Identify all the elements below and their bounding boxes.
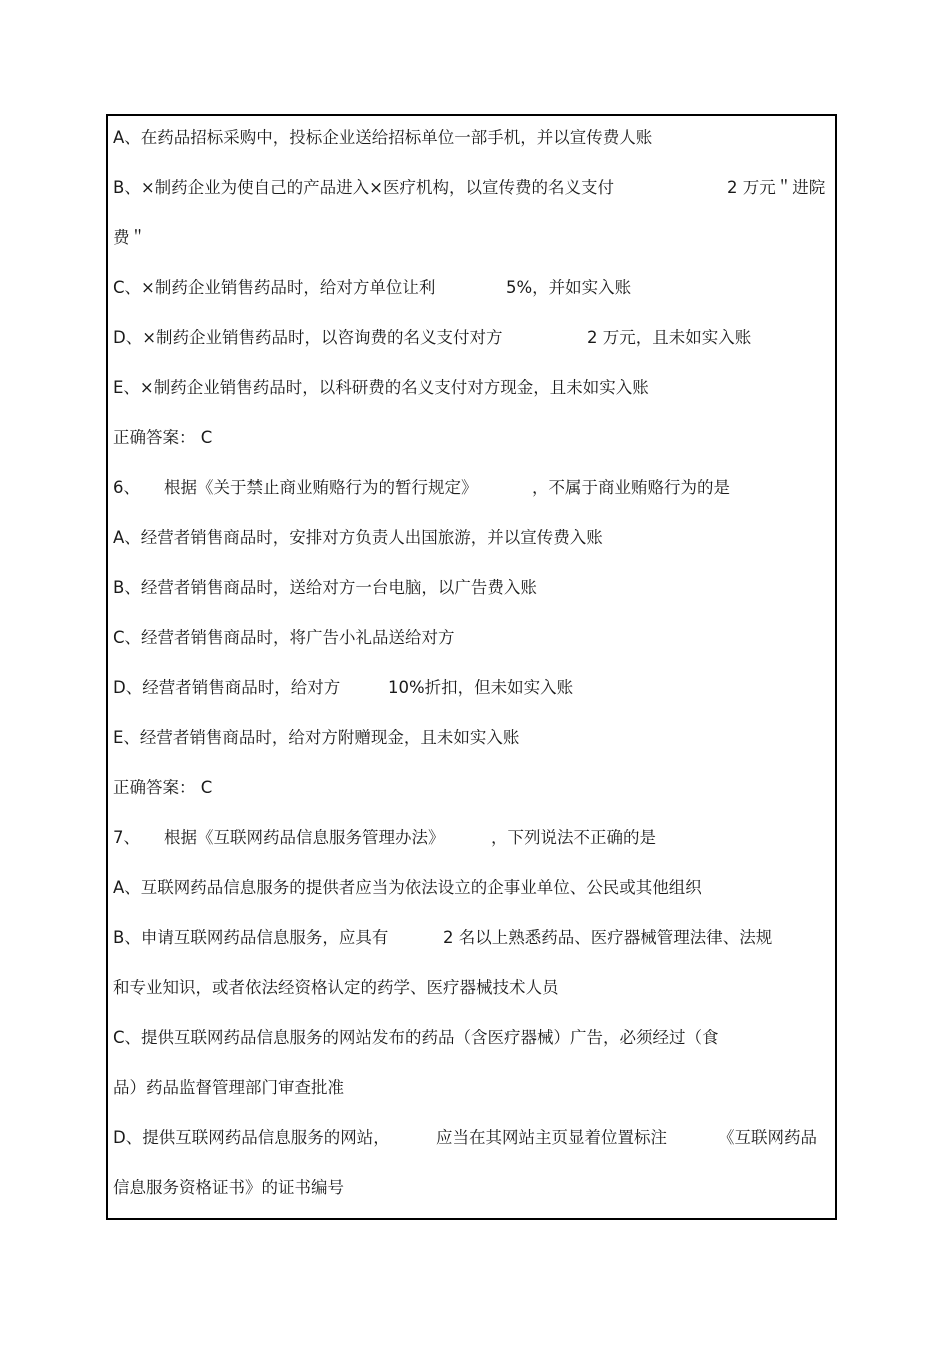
- q6-stem: 根据《关于禁止商业贿赂行为的暂行规定》: [164, 478, 478, 497]
- q6-answer: 正确答案： C: [113, 778, 213, 797]
- q7-option-d-cert: 《互联网药品: [718, 1128, 817, 1147]
- q7-option-c-line2: 品）药品监督管理部门审查批准: [113, 1078, 344, 1097]
- q7-option-c: C、提供互联网药品信息服务的网站发布的药品（含医疗器械）广告，必须经过（食: [113, 1028, 719, 1047]
- q5-option-c-rate: 5%，并如实入账: [506, 278, 632, 297]
- q7-option-d: D、提供互联网药品信息服务的网站，: [113, 1128, 390, 1147]
- q7-option-b: B、申请互联网药品信息服务，应具有: [113, 928, 389, 947]
- q5-option-c: C、×制药企业销售药品时，给对方单位让利: [113, 278, 436, 297]
- q6-option-d-rate: 10%折扣，但未如实入账: [388, 678, 574, 697]
- q6-number: 6、: [113, 478, 140, 497]
- q7-stem: 根据《互联网药品信息服务管理办法》: [164, 828, 445, 847]
- q6-stem-cont: ，不属于商业贿赂行为的是: [532, 478, 730, 497]
- q5-option-b: B、×制药企业为使自己的产品进入×医疗机构，以宣传费的名义支付: [113, 178, 614, 197]
- q5-option-e: E、×制药企业销售药品时，以科研费的名义支付对方现金，且未如实入账: [113, 378, 649, 397]
- q6-option-e: E、经营者销售商品时，给对方附赠现金，且未如实入账: [113, 728, 520, 747]
- q5-option-b-cont: 费＂: [113, 228, 146, 247]
- q5-option-a: A、在药品招标采购中，投标企业送给招标单位一部手机，并以宣传费人账: [113, 128, 653, 147]
- q7-option-b-line2: 和专业知识，或者依法经资格认定的药学、医疗器械技术人员: [113, 978, 559, 997]
- q5-option-d-amount: 2 万元，且未如实入账: [587, 328, 752, 347]
- q6-option-c: C、经营者销售商品时，将广告小礼品送给对方: [113, 628, 455, 647]
- q7-option-b-cont: 2 名以上熟悉药品、医疗器械管理法律、法规: [443, 928, 773, 947]
- q7-option-a: A、互联网药品信息服务的提供者应当为依法设立的企事业单位、公民或其他组织: [113, 878, 702, 897]
- q5-option-b-amount: 2 万元＂进院: [727, 178, 826, 197]
- q5-option-d: D、×制药企业销售药品时，以咨询费的名义支付对方: [113, 328, 503, 347]
- q5-answer: 正确答案： C: [113, 428, 213, 447]
- q7-number: 7、: [113, 828, 140, 847]
- q7-stem-cont: ，下列说法不正确的是: [491, 828, 656, 847]
- q6-option-b: B、经营者销售商品时，送给对方一台电脑，以广告费入账: [113, 578, 537, 597]
- q7-option-d-cont: 应当在其网站主页显着位置标注: [436, 1128, 667, 1147]
- q6-option-d: D、经营者销售商品时，给对方: [113, 678, 341, 697]
- q6-option-a: A、经营者销售商品时，安排对方负责人出国旅游，并以宣传费入账: [113, 528, 603, 547]
- q7-option-d-line2: 信息服务资格证书》的证书编号: [113, 1178, 344, 1197]
